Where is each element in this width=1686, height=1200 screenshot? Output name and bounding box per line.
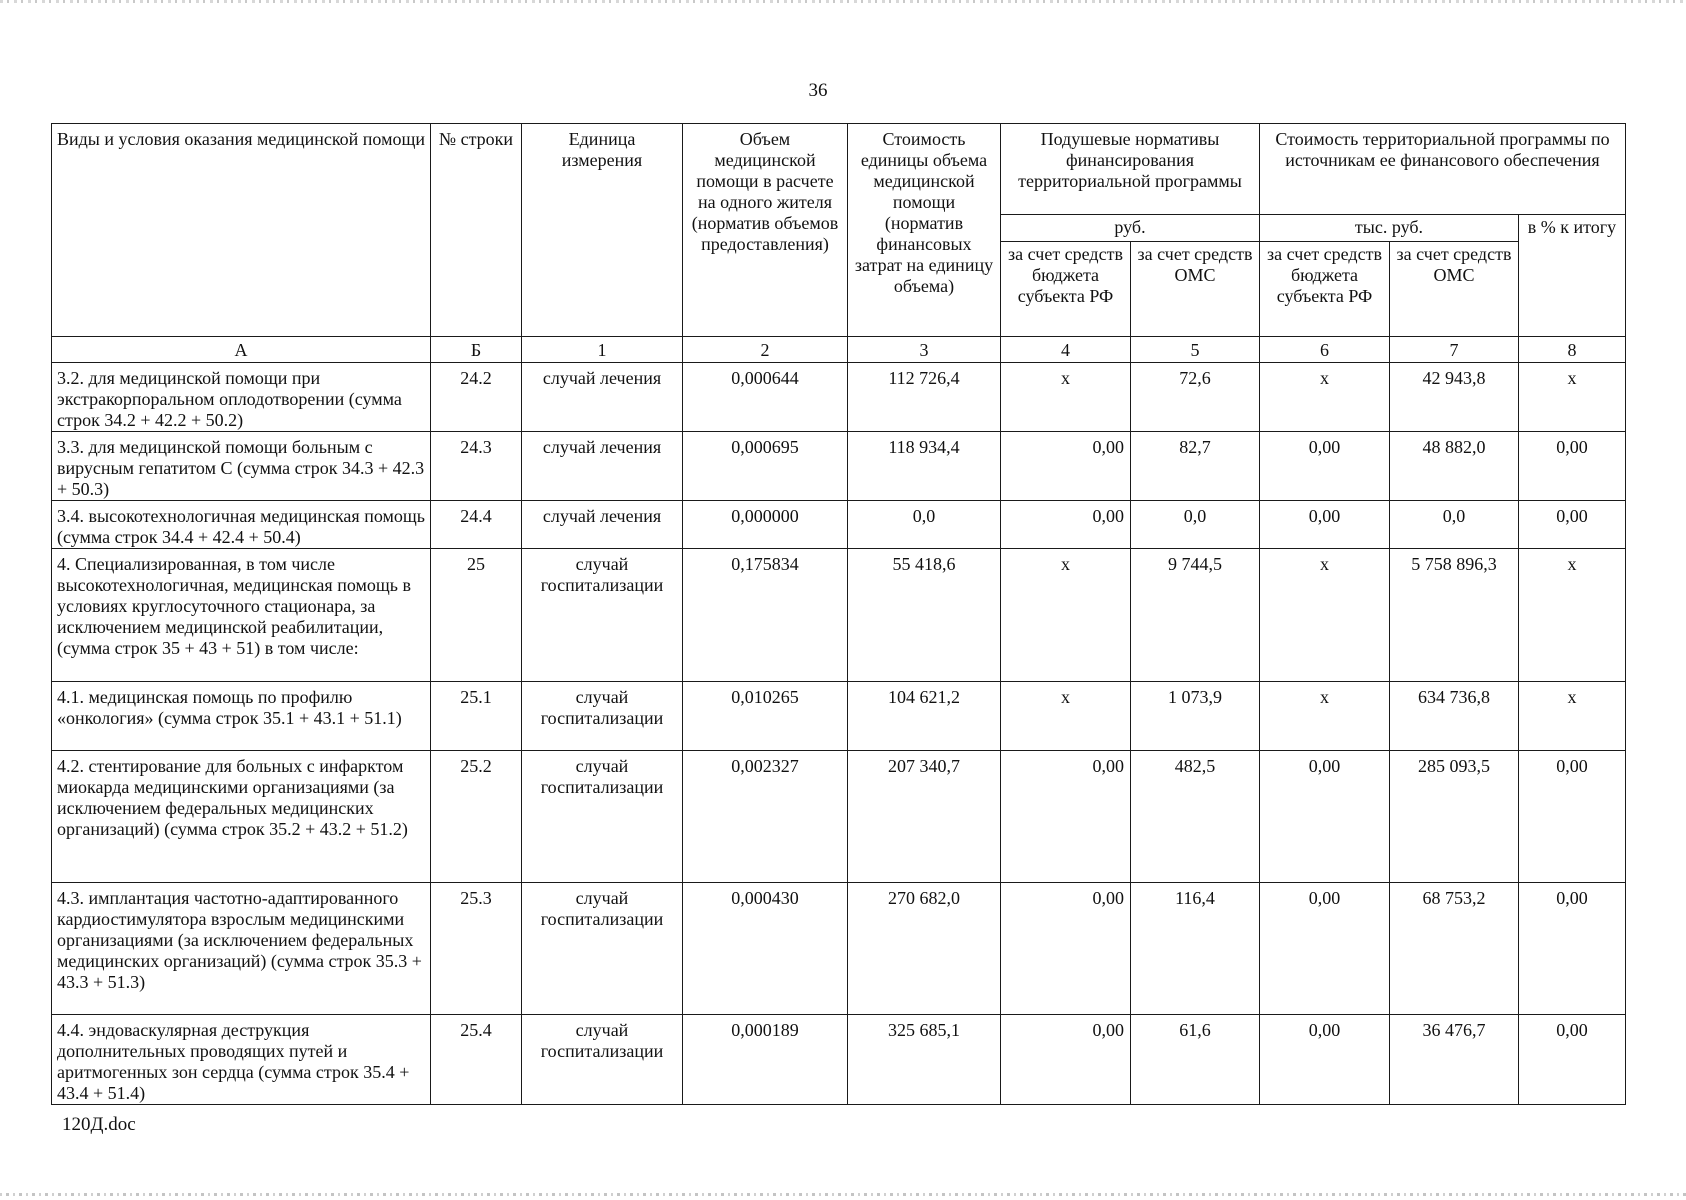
row-unit-cost: 104 621,2 bbox=[848, 682, 1001, 751]
header-program-budget: за счет средств бюджета субъекта РФ bbox=[1260, 242, 1390, 337]
footer-filename: 120Д.doc bbox=[62, 1114, 136, 1135]
row-unit: случай госпитализации bbox=[522, 682, 683, 751]
financing-table bbox=[51, 123, 1626, 1105]
table-row bbox=[52, 432, 1626, 501]
row-program-budget: 0,00 bbox=[1260, 883, 1390, 1015]
header-volume: Объем медицинской помощи в расчете на одного жителя (норматив объемов предоставления) bbox=[683, 124, 848, 337]
row-volume: 0,000000 bbox=[683, 501, 848, 549]
row-per-capita-budget: 0,00 bbox=[1001, 501, 1131, 549]
column-number: 3 bbox=[848, 337, 1001, 363]
row-name: 4.2. стентирование для больных с инфарктом миокарда медицинскими организациями (за исключением федеральных медицинских организаций) (сумма строк 35.2 + 43.2 + 51.2) bbox=[52, 751, 431, 883]
row-number: 25.3 bbox=[431, 883, 522, 1015]
column-number: 8 bbox=[1519, 337, 1626, 363]
row-percent-total: х bbox=[1519, 549, 1626, 682]
row-number: 24.3 bbox=[431, 432, 522, 501]
row-program-budget: 0,00 bbox=[1260, 432, 1390, 501]
row-name: 4.3. имплантация частотно-адаптированного кардиостимулятора взрослым медицинскими организациями (за исключением федеральных медицинских организаций) (сумма строк 35.3 + 43.3 + 51.3) bbox=[52, 883, 431, 1015]
header-per-capita-oms: за счет средств ОМС bbox=[1131, 242, 1260, 337]
row-name: 3.4. высокотехнологичная медицинская помощь (сумма строк 34.4 + 42.4 + 50.4) bbox=[52, 501, 431, 549]
header-kind: Виды и условия оказания медицинской помощи bbox=[52, 124, 431, 337]
row-number: 25.2 bbox=[431, 751, 522, 883]
row-program-budget: 0,00 bbox=[1260, 501, 1390, 549]
row-per-capita-budget: 0,00 bbox=[1001, 432, 1131, 501]
row-program-oms: 48 882,0 bbox=[1390, 432, 1519, 501]
row-unit-cost: 207 340,7 bbox=[848, 751, 1001, 883]
column-number: А bbox=[52, 337, 431, 363]
row-name: 4.1. медицинская помощь по профилю «онкология» (сумма строк 35.1 + 43.1 + 51.1) bbox=[52, 682, 431, 751]
row-unit: случай госпитализации bbox=[522, 883, 683, 1015]
column-number: 2 bbox=[683, 337, 848, 363]
row-per-capita-oms: 1 073,9 bbox=[1131, 682, 1260, 751]
table-row bbox=[52, 363, 1626, 432]
row-percent-total: 0,00 bbox=[1519, 501, 1626, 549]
row-unit: случай лечения bbox=[522, 432, 683, 501]
row-unit-cost: 112 726,4 bbox=[848, 363, 1001, 432]
header-per-capita-budget: за счет средств бюджета субъекта РФ bbox=[1001, 242, 1131, 337]
row-unit-cost: 0,0 bbox=[848, 501, 1001, 549]
header-thousand-rub: тыс. руб. bbox=[1260, 215, 1519, 242]
row-percent-total: 0,00 bbox=[1519, 432, 1626, 501]
row-per-capita-budget: 0,00 bbox=[1001, 751, 1131, 883]
table-row bbox=[52, 751, 1626, 883]
table-row bbox=[52, 501, 1626, 549]
row-per-capita-oms: 116,4 bbox=[1131, 883, 1260, 1015]
row-name: 3.3. для медицинской помощи больным с вирусным гепатитом С (сумма строк 34.3 + 42.3 + 50.3) bbox=[52, 432, 431, 501]
row-name: 3.2. для медицинской помощи при экстракорпоральном оплодотворении (сумма строк 34.2 + 42.2 + 50.2) bbox=[52, 363, 431, 432]
row-program-budget: х bbox=[1260, 363, 1390, 432]
row-unit: случай госпитализации bbox=[522, 751, 683, 883]
row-unit: случай госпитализации bbox=[522, 1015, 683, 1105]
header-program-cost: Стоимость территориальной программы по источникам ее финансового обеспечения bbox=[1260, 124, 1626, 215]
row-program-budget: 0,00 bbox=[1260, 1015, 1390, 1105]
column-number: 6 bbox=[1260, 337, 1390, 363]
column-number: 7 bbox=[1390, 337, 1519, 363]
scan-edge-top bbox=[0, 0, 1686, 3]
column-number: Б bbox=[431, 337, 522, 363]
table-header bbox=[52, 124, 1626, 363]
row-volume: 0,000189 bbox=[683, 1015, 848, 1105]
row-program-budget: х bbox=[1260, 682, 1390, 751]
row-per-capita-oms: 482,5 bbox=[1131, 751, 1260, 883]
table-row bbox=[52, 549, 1626, 682]
row-per-capita-oms: 72,6 bbox=[1131, 363, 1260, 432]
row-number: 25.1 bbox=[431, 682, 522, 751]
row-percent-total: х bbox=[1519, 363, 1626, 432]
scan-edge-bottom bbox=[0, 1193, 1686, 1196]
page-number: 36 bbox=[808, 80, 828, 101]
column-number: 4 bbox=[1001, 337, 1131, 363]
row-volume: 0,010265 bbox=[683, 682, 848, 751]
row-percent-total: 0,00 bbox=[1519, 883, 1626, 1015]
row-per-capita-oms: 61,6 bbox=[1131, 1015, 1260, 1105]
row-name: 4.4. эндоваскулярная деструкция дополнительных проводящих путей и аритмогенных зон сердца (сумма строк 35.4 + 43.4 + 51.4) bbox=[52, 1015, 431, 1105]
row-unit: случай госпитализации bbox=[522, 549, 683, 682]
row-program-oms: 634 736,8 bbox=[1390, 682, 1519, 751]
row-unit-cost: 55 418,6 bbox=[848, 549, 1001, 682]
header-unit: Единица измерения bbox=[522, 124, 683, 337]
header-unit-cost: Стоимость единицы объема медицинской помощи (норматив финансовых затрат на единицу объема) bbox=[848, 124, 1001, 337]
row-percent-total: 0,00 bbox=[1519, 751, 1626, 883]
row-number: 25.4 bbox=[431, 1015, 522, 1105]
table-body bbox=[52, 363, 1626, 1105]
column-number: 5 bbox=[1131, 337, 1260, 363]
row-per-capita-budget: х bbox=[1001, 682, 1131, 751]
row-per-capita-oms: 82,7 bbox=[1131, 432, 1260, 501]
row-per-capita-budget: 0,00 bbox=[1001, 883, 1131, 1015]
header-program-oms: за счет средств ОМС bbox=[1390, 242, 1519, 337]
row-program-oms: 0,0 bbox=[1390, 501, 1519, 549]
header-rub: руб. bbox=[1001, 215, 1260, 242]
row-per-capita-oms: 9 744,5 bbox=[1131, 549, 1260, 682]
row-volume: 0,000644 bbox=[683, 363, 848, 432]
row-program-budget: 0,00 bbox=[1260, 751, 1390, 883]
header-row-number: № строки bbox=[431, 124, 522, 337]
row-per-capita-budget: х bbox=[1001, 549, 1131, 682]
table-row bbox=[52, 883, 1626, 1015]
column-number-row bbox=[52, 337, 1626, 363]
row-program-oms: 68 753,2 bbox=[1390, 883, 1519, 1015]
row-percent-total: 0,00 bbox=[1519, 1015, 1626, 1105]
row-unit-cost: 270 682,0 bbox=[848, 883, 1001, 1015]
table-row bbox=[52, 682, 1626, 751]
row-per-capita-budget: 0,00 bbox=[1001, 1015, 1131, 1105]
row-per-capita-oms: 0,0 bbox=[1131, 501, 1260, 549]
row-unit-cost: 325 685,1 bbox=[848, 1015, 1001, 1105]
row-number: 24.2 bbox=[431, 363, 522, 432]
row-unit: случай лечения bbox=[522, 501, 683, 549]
header-percent-total: в % к итогу bbox=[1519, 215, 1626, 337]
row-number: 24.4 bbox=[431, 501, 522, 549]
row-per-capita-budget: х bbox=[1001, 363, 1131, 432]
row-volume: 0,000695 bbox=[683, 432, 848, 501]
row-program-budget: х bbox=[1260, 549, 1390, 682]
table-row bbox=[52, 1015, 1626, 1105]
row-unit-cost: 118 934,4 bbox=[848, 432, 1001, 501]
row-volume: 0,002327 bbox=[683, 751, 848, 883]
row-unit: случай лечения bbox=[522, 363, 683, 432]
row-percent-total: х bbox=[1519, 682, 1626, 751]
column-number: 1 bbox=[522, 337, 683, 363]
row-name: 4. Специализированная, в том числе высокотехнологичная, медицинская помощь в условиях круглосуточного стационара, за исключением медицинской реабилитации, (сумма строк 35 + 43 + 51) в том числе: bbox=[52, 549, 431, 682]
row-volume: 0,175834 bbox=[683, 549, 848, 682]
row-program-oms: 5 758 896,3 bbox=[1390, 549, 1519, 682]
row-volume: 0,000430 bbox=[683, 883, 848, 1015]
header-per-capita: Подушевые нормативы финансирования территориальной программы bbox=[1001, 124, 1260, 215]
row-program-oms: 285 093,5 bbox=[1390, 751, 1519, 883]
row-program-oms: 36 476,7 bbox=[1390, 1015, 1519, 1105]
row-program-oms: 42 943,8 bbox=[1390, 363, 1519, 432]
row-number: 25 bbox=[431, 549, 522, 682]
